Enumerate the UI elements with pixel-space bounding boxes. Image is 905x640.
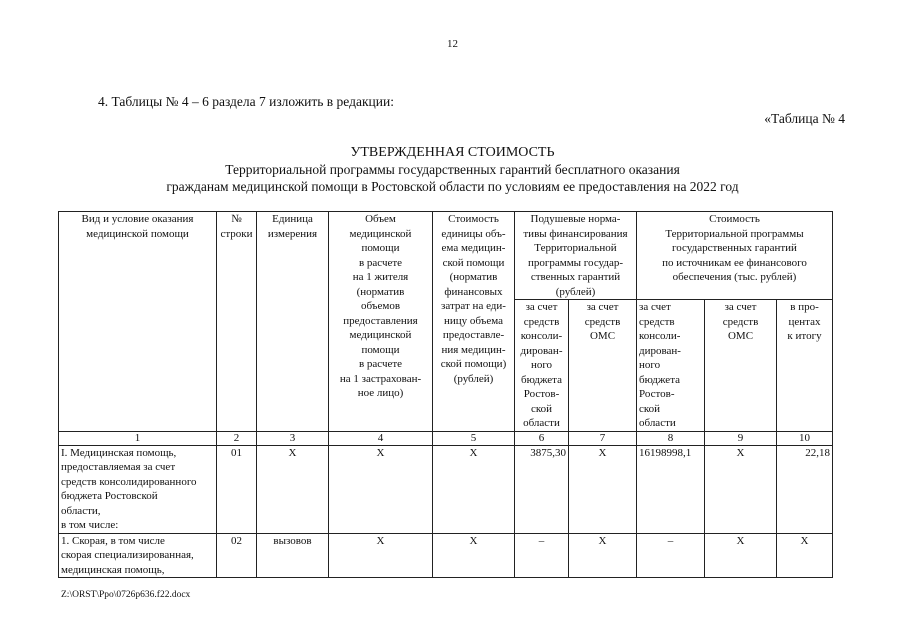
cell-text-line: в про- <box>790 301 819 313</box>
cell-text-line: единицы объ- <box>441 227 506 240</box>
cell-text-line: измерения <box>267 227 318 240</box>
table-row <box>59 533 833 578</box>
cell-text-line: Объем <box>365 213 396 225</box>
column-number: 8 <box>637 431 705 445</box>
page-number: 12 <box>447 38 458 50</box>
column-number: 7 <box>569 431 637 445</box>
cell-text-line: ОМС <box>727 330 754 342</box>
column-number: 9 <box>705 431 777 445</box>
cell-text-line: Подушевые норма- <box>530 213 621 225</box>
cell-text-line: в том числе: <box>61 519 119 531</box>
cell-text-line: за счет <box>724 301 757 313</box>
cell-text-line: ской помощи) <box>440 358 507 370</box>
column-number: 2 <box>217 431 257 445</box>
cell-text-line: объемов <box>360 300 401 312</box>
header-per-capita-budget <box>515 300 569 432</box>
cell-text-line: ницу объема <box>443 314 504 327</box>
cell-text-line: к итогу <box>787 330 822 342</box>
table-row <box>59 445 833 533</box>
footer-file-path: Z:\ORST\Ppo\0726p636.f22.docx <box>61 590 191 600</box>
row-volume: Х <box>329 445 433 533</box>
row-service-name <box>59 533 217 578</box>
cell-text-line: за счет <box>525 301 558 313</box>
cell-text-line: предоставления <box>343 314 418 327</box>
column-number: 10 <box>777 431 833 445</box>
cell-text-line: № <box>231 213 242 225</box>
cell-text-line: бюджета <box>520 373 562 386</box>
row-unit: Х <box>257 445 329 533</box>
column-number-row <box>59 431 833 445</box>
cell-text-line: строки <box>220 227 253 240</box>
cell-text-line: Вид и условие оказания <box>81 213 194 225</box>
cell-text-line: ного <box>639 359 661 371</box>
cell-text-line: ской <box>530 402 553 415</box>
header-per-capita-oms <box>569 300 637 432</box>
row-unit-cost: Х <box>433 445 515 533</box>
cell-text-line: помощи <box>361 343 400 356</box>
document-title: УТВЕРЖДЕННАЯ СТОИМОСТЬ <box>350 145 555 160</box>
cell-text-line: Единица <box>272 213 313 225</box>
cell-text-line: ОМС <box>589 330 616 342</box>
cell-text-line: ния медицин- <box>441 343 506 356</box>
cost-table <box>58 211 833 578</box>
cell-text-line: ственных гарантий <box>530 271 621 283</box>
row-per-capita-budget: – <box>515 533 569 578</box>
cell-text-line: консоли- <box>520 330 563 342</box>
header-cost-oms <box>705 300 777 432</box>
cell-text-line: предоставле- <box>442 329 505 341</box>
cell-text-line: медицинской помощи <box>86 227 189 240</box>
table-header-row <box>59 212 833 300</box>
cell-text-line: ема медицин- <box>441 242 506 254</box>
cell-text-line: 1. Скорая, в том числе <box>61 534 165 547</box>
cell-text-line: Территориальной программы <box>665 227 804 240</box>
cell-text-line: финансовых <box>444 285 503 298</box>
document-subtitle-line: гражданам медицинской помощи в Ростовской области по условиям ее предоставления на 2022 год <box>166 179 739 194</box>
cell-text-line: медицинской <box>349 227 412 240</box>
column-number: 4 <box>329 431 433 445</box>
cell-text-line: I. Медицинская помощь, <box>61 446 177 459</box>
cell-text-line: области, <box>61 504 101 517</box>
row-number: 01 <box>217 445 257 533</box>
row-per-capita-oms: Х <box>569 445 637 533</box>
cell-text-line: бюджета Ростовской <box>61 490 158 502</box>
cell-text-line: медицинской <box>349 329 412 341</box>
cell-text-line: ного <box>530 359 553 371</box>
row-volume: Х <box>329 533 433 578</box>
cell-text-line: (рублей) <box>555 285 596 298</box>
cell-text-line: на 1 застрахован- <box>339 372 422 385</box>
column-number: 6 <box>515 431 569 445</box>
cell-text-line: в расчете <box>358 256 403 269</box>
cell-text-line: области <box>523 417 560 429</box>
row-per-capita-oms: Х <box>569 533 637 578</box>
row-per-capita-budget: 3875,30 <box>515 445 569 533</box>
cell-text-line: средств <box>722 315 759 328</box>
cell-text-line: средств <box>523 315 560 328</box>
cell-text-line: средств <box>639 315 675 328</box>
header-per-capita-group <box>515 212 637 300</box>
cell-text-line: по источникам ее финансового <box>662 256 807 269</box>
cell-text-line: ской помощи <box>442 256 505 269</box>
header-cost-budget <box>637 300 705 432</box>
cell-text-line: консоли- <box>639 330 681 342</box>
row-cost-oms: Х <box>705 533 777 578</box>
header-volume <box>329 212 433 432</box>
cell-text-line: средств консолидированного <box>61 475 197 488</box>
cell-text-line: Стоимость <box>709 213 760 225</box>
cell-text-line: на 1 жителя <box>352 271 409 283</box>
row-unit: вызовов <box>257 533 329 578</box>
column-number: 1 <box>59 431 217 445</box>
cell-text-line: дирован- <box>639 344 681 357</box>
cell-text-line: Ростов- <box>523 388 560 400</box>
cell-text-line: государственных гарантий <box>672 242 797 254</box>
cell-text-line: программы государ- <box>527 256 624 269</box>
cell-text-line: области <box>639 417 676 429</box>
cell-text-line: дирован- <box>520 344 563 357</box>
cell-text-line: Территориальной <box>534 242 617 254</box>
cell-text-line: медицинская помощь, <box>61 563 165 576</box>
header-percent <box>777 300 833 432</box>
cell-text-line: (норматив <box>449 271 498 283</box>
row-cost-budget: 16198998,1 <box>637 445 705 533</box>
row-percent: 22,18 <box>777 445 833 533</box>
cell-text-line: Ростов- <box>639 388 675 400</box>
cell-text-line: в расчете <box>358 358 403 370</box>
header-service-type <box>59 212 217 432</box>
cell-text-line: обеспечения (тыс. рублей) <box>672 271 797 283</box>
column-number: 5 <box>433 431 515 445</box>
table-label: «Таблица № 4 <box>764 111 845 126</box>
row-service-name <box>59 445 217 533</box>
cell-text-line: средств <box>584 315 621 328</box>
cell-text-line: (рублей) <box>453 372 494 385</box>
cell-text-line: за счет <box>586 301 619 313</box>
cell-text-line: тивы финансирования <box>523 227 628 240</box>
cell-text-line: бюджета <box>639 373 681 386</box>
cell-text-line: предоставляемая за счет <box>61 461 176 473</box>
cell-text-line: затрат на еди- <box>441 300 506 312</box>
cell-text-line: скорая специализированная, <box>61 549 194 561</box>
header-unit-cost <box>433 212 515 432</box>
header-unit <box>257 212 329 432</box>
row-cost-budget: – <box>637 533 705 578</box>
document-subtitle-line: Территориальной программы государственных гарантий бесплатного оказания <box>225 162 680 177</box>
cell-text-line: (норматив <box>356 285 405 298</box>
cell-text-line: центах <box>788 315 821 328</box>
row-cost-oms: Х <box>705 445 777 533</box>
header-row-number <box>217 212 257 432</box>
cell-text-line: помощи <box>361 242 400 254</box>
column-number: 3 <box>257 431 329 445</box>
cell-text-line: Стоимость <box>448 213 499 225</box>
row-number: 02 <box>217 533 257 578</box>
row-percent: Х <box>777 533 833 578</box>
cell-text-line: ное лицо) <box>357 387 404 399</box>
row-unit-cost: Х <box>433 533 515 578</box>
header-program-cost-group <box>637 212 833 300</box>
cell-text-line: за счет <box>639 301 671 313</box>
cell-text-line: ской <box>639 402 661 415</box>
intro-paragraph: 4. Таблицы № 4 – 6 раздела 7 изложить в редакции: <box>98 94 394 109</box>
